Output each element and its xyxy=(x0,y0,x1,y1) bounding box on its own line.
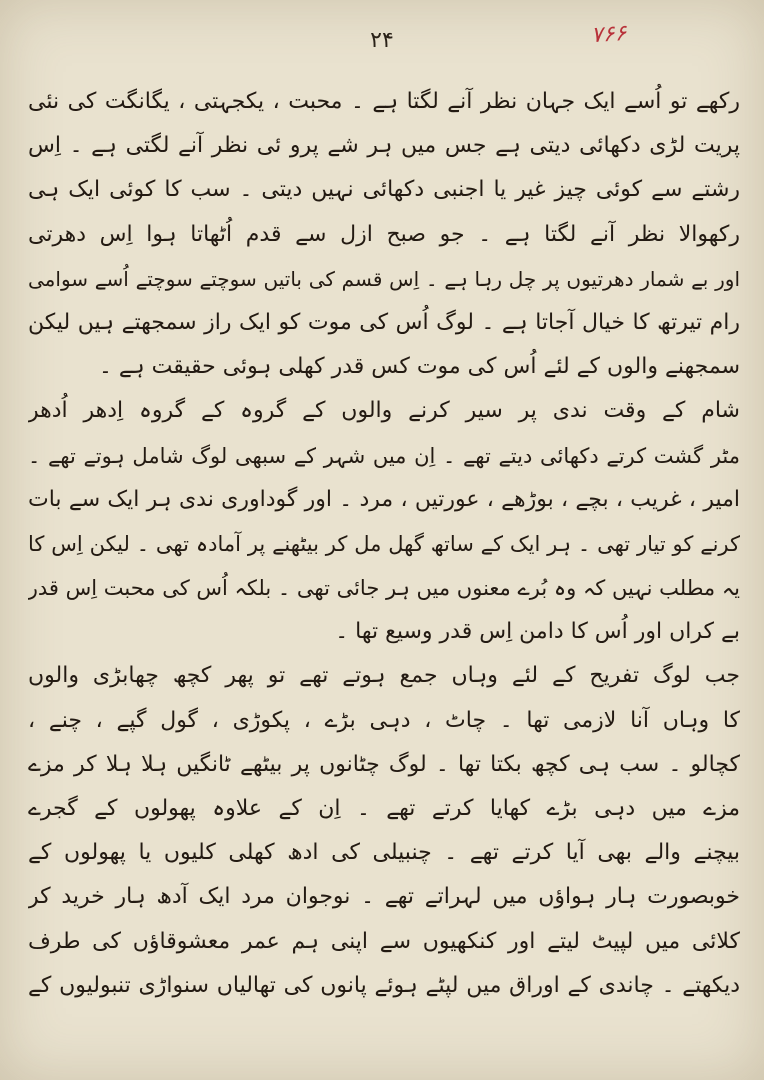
text-line: امیر ، غریب ، بچے ، بوڑھے ، عورتیں ، مرد ۔ اور گوداوری ندی ہر ایک سے بات xyxy=(28,486,740,512)
page-number: ۲۴ xyxy=(370,28,394,53)
text-line: شام کے وقت ندی پر سیر کرنے والوں کے گروہ کے گروہ اِدھر اُدھر xyxy=(28,398,740,424)
text-line: یہ مطلب نہیں کہ وہ بُرے معنوں میں ہر جائی تھی ۔ بلکہ اُس کی محبت اِس قدر xyxy=(28,576,740,601)
text-line: رام تیرتھ کا خیال آجاتا ہے ۔ لوگ اُس کی موت کو ایک راز سمجھتے ہیں لیکن xyxy=(28,309,740,335)
text-line: بیچنے والے بھی آیا کرتے تھے ۔ چنبیلی کی ادھ کھلی کلیوں یا پھولوں کے xyxy=(28,840,740,866)
handwritten-page-mark: ۷۶۶ xyxy=(589,20,627,49)
text-line: کرنے کو تیار تھی ۔ ہر ایک کے ساتھ گھل مل کر بیٹھنے پر آمادہ تھی ۔ لیکن اِس کا xyxy=(28,531,740,556)
text-line: سمجھنے والوں کے لئے اُس کی موت کس قدر کھلی ہوئی حقیقت ہے ۔ xyxy=(98,354,740,380)
text-line: خوبصورت ہار ہواؤں میں لہراتے تھے ۔ نوجوان مرد ایک آدھ ہار خرید کر xyxy=(28,884,740,910)
text-line: کلائی میں لپیٹ لیتے اور کنکھیوں سے اپنی ہم عمر معشوقاؤں کی طرف xyxy=(28,928,740,954)
text-line: کا وہاں آنا لازمی تھا ۔ چاٹ ، دہی بڑے ، پکوڑی ، گول گپے ، چنے ، xyxy=(28,707,740,733)
text-line: جب لوگ تفریح کے لئے وہاں جمع ہوتے تھے تو پھر کچھ چھابڑی والوں xyxy=(28,663,740,689)
text-line: دیکھتے ۔ چاندی کے اوراق میں لپٹے ہوئے پانوں کی تھالیاں سنواڑی تنبولیوں کے xyxy=(28,972,740,998)
text-line: رکھوالا نظر آنے لگتا ہے ۔ جو صبح ازل سے قدم اُٹھاتا ہوا اِس دھرتی xyxy=(28,221,740,247)
text-line: بے کراں اور اُس کا دامن اِس قدر وسیع تھا ۔ xyxy=(335,619,740,645)
text-line: رشتے سے کوئی چیز غیر یا اجنبی دکھائی نہیں دیتی ۔ سب کا کوئی ایک ہی xyxy=(28,177,740,203)
text-line: رکھے تو اُسے ایک جہان نظر آنے لگتا ہے ۔ محبت ، یکجہتی ، یگانگت کی نئی xyxy=(28,89,740,114)
text-line: اور بے شمار دھرتیوں پر چل رہا ہے ۔ اِس قسم کی باتیں سوچتے سوچتے اُسے سوامی xyxy=(28,266,740,291)
urdu-body-text xyxy=(28,80,740,1008)
text-line: کچالو ۔ سب ہی کچھ بکتا تھا ۔ لوگ چٹانوں پر بیٹھے ٹانگیں ہلا ہلا کر مزے xyxy=(28,751,740,777)
text-line: مٹر گشت کرتے دکھائی دیتے تھے ۔ اِن میں شہر کے سبھی لوگ شامل ہوتے تھے ۔ xyxy=(28,443,740,468)
text-line: پریت لڑی دکھائی دیتی ہے جس میں ہر شے پرو ئی نظر آنے لگتی ہے ۔ اِس xyxy=(28,133,740,159)
text-line: مزے میں دہی بڑے کھایا کرتے تھے ۔ اِن کے علاوہ پھولوں کے گجرے xyxy=(28,796,740,821)
